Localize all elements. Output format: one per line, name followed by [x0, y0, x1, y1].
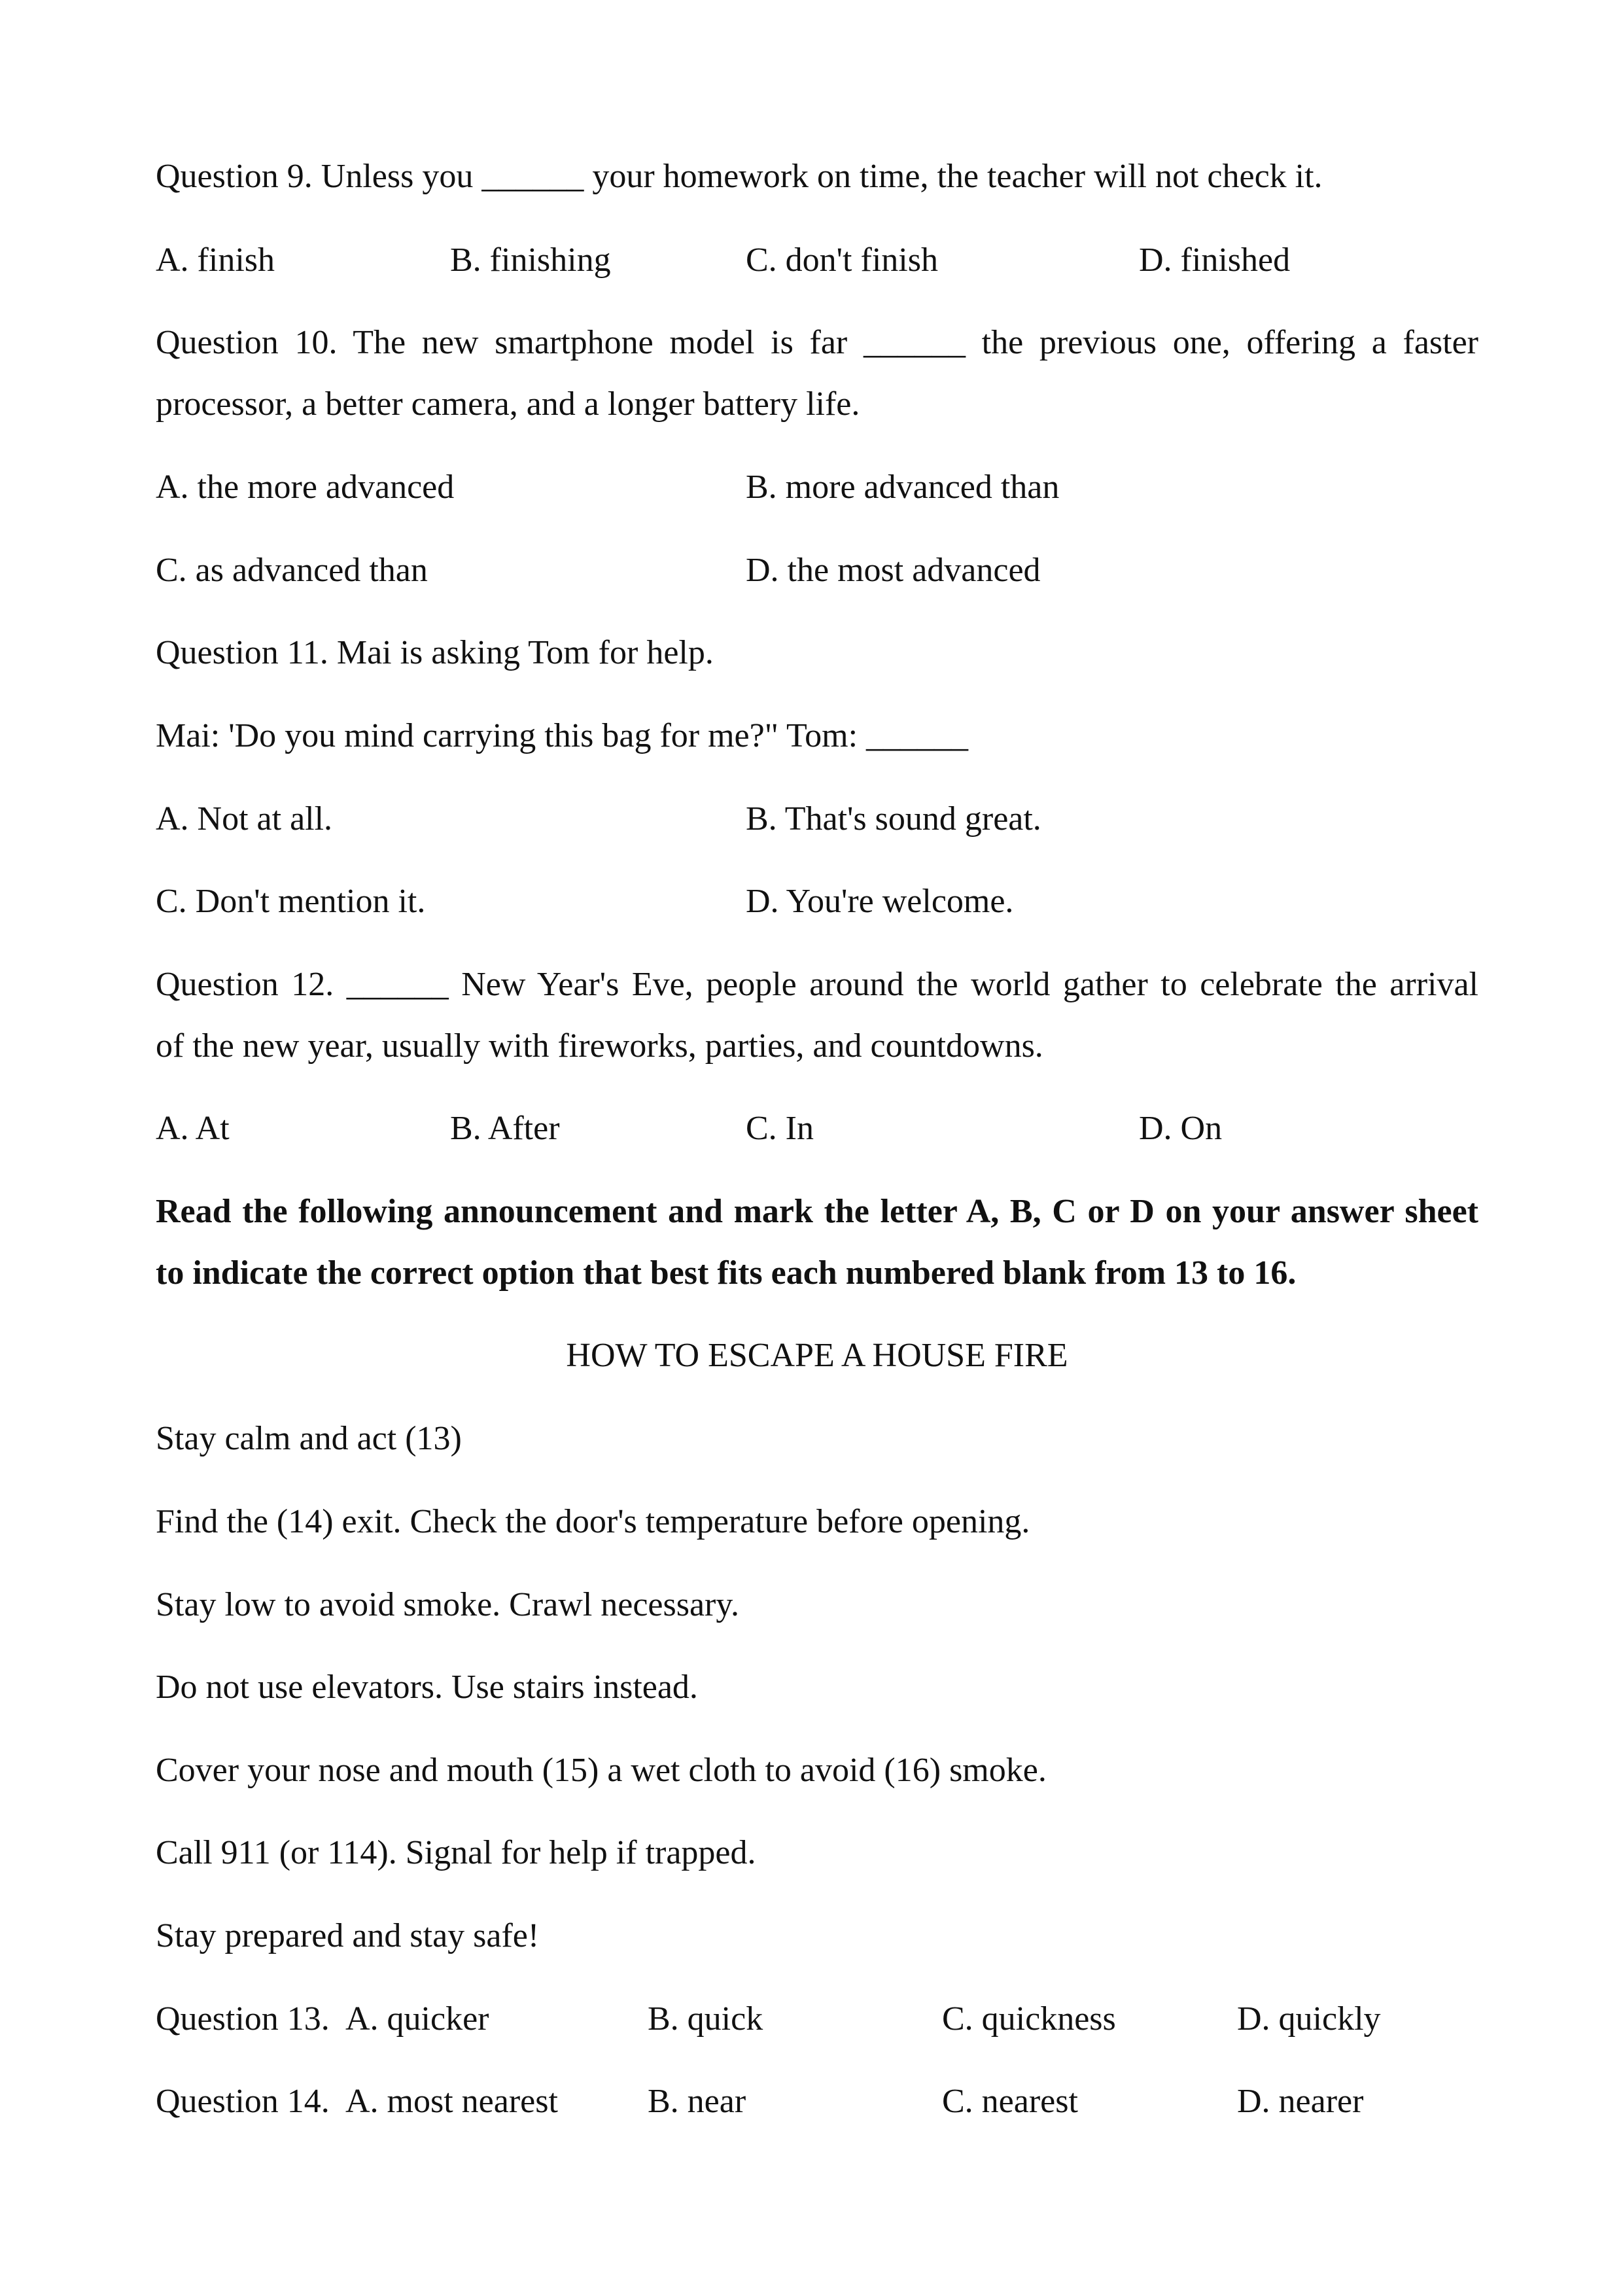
announcement-line: Stay prepared and stay safe!	[156, 1917, 540, 1954]
question-12-option-b: B. After	[450, 1110, 560, 1147]
question-14-option-a: A. most nearest	[345, 2083, 558, 2120]
question-9-stem: Question 9. Unless you ______ your homework on time, the teacher will not check it.	[156, 158, 1323, 195]
instruction-line2: to indicate the correct option that best fits each numbered blank from 13 to 16.	[156, 1254, 1297, 1292]
question-11-option-d: D. You're welcome.	[746, 883, 1014, 920]
question-11-stem: Question 11. Mai is asking Tom for help.	[156, 634, 714, 671]
question-13-option-a: A. quicker	[345, 2000, 489, 2038]
question-13-label: Question 13.	[156, 2000, 330, 2038]
announcement-line: Cover your nose and mouth (15) a wet cloth to avoid (16) smoke.	[156, 1752, 1047, 1789]
question-13-option-d: D. quickly	[1237, 2000, 1381, 2038]
question-10-stem-line2: processor, a better camera, and a longer battery life.	[156, 385, 860, 423]
question-14-option-d: D. nearer	[1237, 2083, 1364, 2120]
question-13-option-b: B. quick	[648, 2000, 763, 2038]
announcement-line: Call 911 (or 114). Signal for help if trapped.	[156, 1834, 756, 1871]
question-13-option-c: C. quickness	[942, 2000, 1116, 2038]
question-10-option-d: D. the most advanced	[746, 552, 1041, 589]
question-10-option-c: C. as advanced than	[156, 552, 428, 589]
announcement-line: Do not use elevators. Use stairs instead.	[156, 1669, 698, 1706]
question-10-option-a: A. the more advanced	[156, 468, 455, 506]
announcement-line: Stay calm and act (13)	[156, 1420, 462, 1457]
question-11-option-b: B. That's sound great.	[746, 800, 1041, 838]
instruction-line1: Read the following announcement and mark the letter A, B, C or D on your answer sheet	[156, 1193, 1478, 1230]
question-10-stem-line1: Question 10. The new smartphone model is far ______ the previous one, offering a faster	[156, 324, 1478, 361]
question-9-option-a: A. finish	[156, 241, 275, 279]
question-12-stem-line2: of the new year, usually with fireworks, parties, and countdowns.	[156, 1027, 1043, 1065]
question-14-option-c: C. nearest	[942, 2083, 1078, 2120]
question-11-option-c: C. Don't mention it.	[156, 883, 426, 920]
question-9-option-d: D. finished	[1139, 241, 1291, 279]
question-12-option-a: A. At	[156, 1110, 230, 1147]
question-14-label: Question 14.	[156, 2083, 330, 2120]
question-12-stem-line1: Question 12. ______ New Year's Eve, people around the world gather to celebrate the arrival	[156, 966, 1478, 1003]
question-14-option-b: B. near	[648, 2083, 746, 2120]
announcement-title: HOW TO ESCAPE A HOUSE FIRE	[566, 1337, 1068, 1374]
announcement-line: Find the (14) exit. Check the door's temperature before opening.	[156, 1503, 1030, 1540]
question-10-option-b: B. more advanced than	[746, 468, 1060, 506]
question-11-dialogue: Mai: 'Do you mind carrying this bag for me?" Tom: ______	[156, 717, 969, 754]
announcement-line: Stay low to avoid smoke. Crawl necessary.	[156, 1586, 739, 1623]
question-9-option-b: B. finishing	[450, 241, 611, 279]
question-12-option-d: D. On	[1139, 1110, 1223, 1147]
question-12-option-c: C. In	[746, 1110, 814, 1147]
question-9-option-c: C. don't finish	[746, 241, 938, 279]
question-11-option-a: A. Not at all.	[156, 800, 333, 838]
